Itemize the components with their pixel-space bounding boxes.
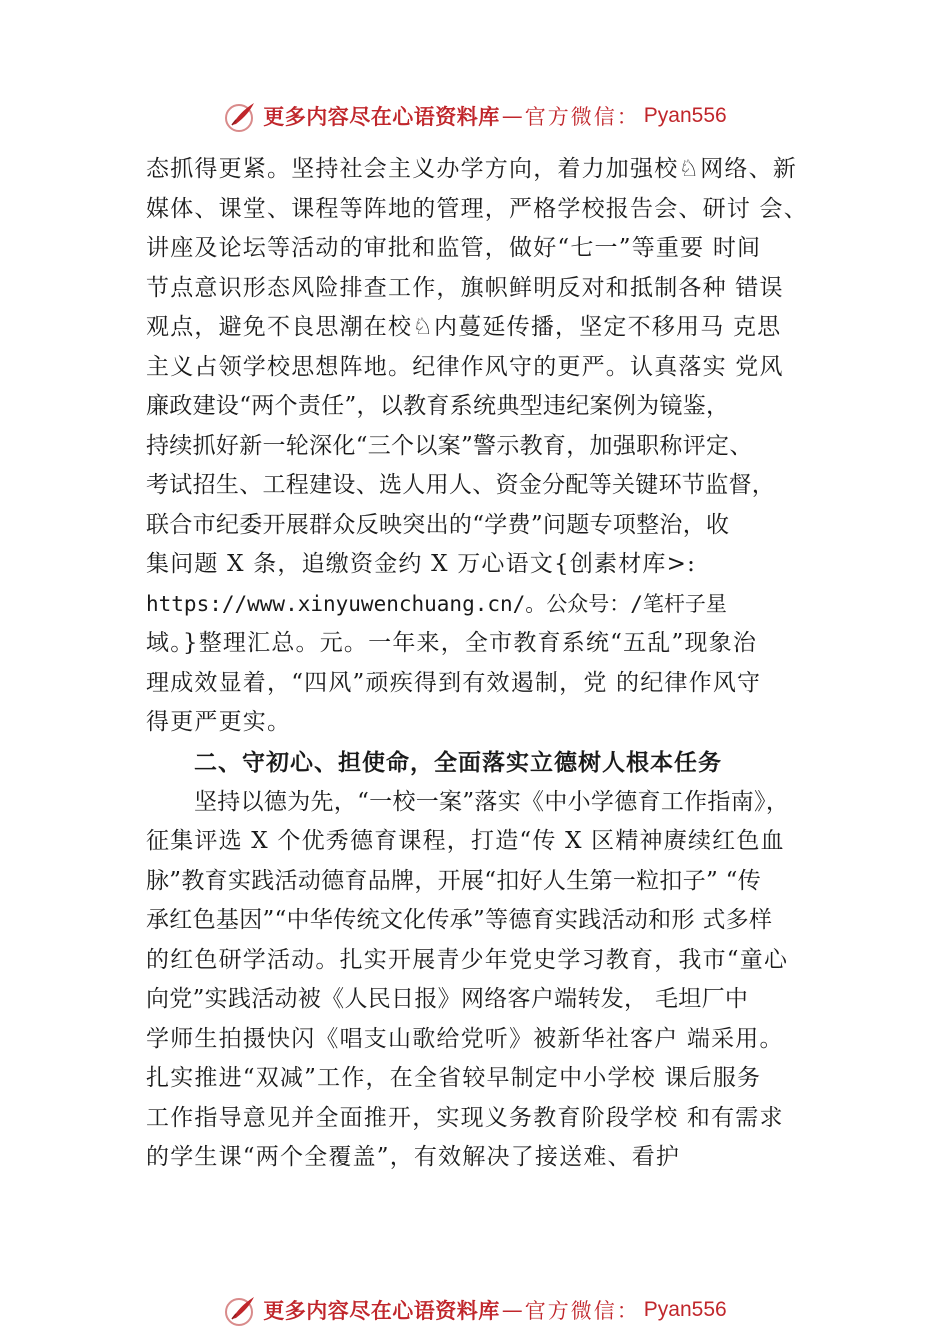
header-official-label: 官方微信： — [524, 105, 640, 129]
text-line: 扎实推进“双减”工作，在全省较早制定中小学校 课后服务 — [146, 1065, 762, 1091]
footer-wechat-id: Pyan556 — [643, 1298, 727, 1321]
header-banner — [0, 96, 950, 136]
text-line: 讲座及论坛等活动的审批和监管，做好“七一”等重要 时间 — [146, 235, 762, 261]
text-line: 脉”教育实践活动德育品牌，开展“扣好人生第一粒扣子” “传 — [146, 867, 762, 894]
text-line: 理成效显着，“四风”顽疾得到有效遏制，党 的纪律作风守 — [146, 669, 762, 696]
text-line: 工作指导意见并全面推开，实现义务教育阶段学校 和有需求 — [146, 1104, 784, 1131]
text-line: 征集评选 X 个优秀德育课程，打造“传 X 区精神赓续红色血 — [146, 828, 785, 854]
paragraph-1 — [146, 150, 846, 743]
quill-logo-icon — [223, 98, 259, 134]
header-wechat-id: Pyan556 — [643, 104, 727, 127]
footer-dash: — — [501, 1298, 523, 1322]
section-heading: 二、守初心、担使命，全面落实立德树人根本任务 — [194, 749, 722, 776]
text-line: 态抓得更紧。坚持社会主义办学方向，着力加强校♘网络、新 — [146, 156, 798, 182]
footer-official-label: 官方微信： — [524, 1299, 640, 1323]
text-line: 向党”实践活动被《人民日报》网络客户端转发， 毛坦厂中 — [146, 986, 749, 1012]
text-line: 得更严更实。 — [146, 709, 292, 735]
text-line: 观点，避免不良思潮在校♘内蔓延传播，坚定不移用马 克思 — [146, 314, 782, 340]
quill-logo-icon — [223, 1292, 259, 1328]
text-line: 持续抓好新一轮深化“三个以案”警示教育，加强职称评定、 — [146, 432, 753, 459]
text-line: 的学生课“两个全覆盖”，有效解决了接送难、看护 — [146, 1144, 681, 1170]
text-line: 域。}整理汇总。元。一年来，全市教育系统“五乱”现象治 — [146, 630, 758, 656]
text-line: 集问题 X 条，追缴资金约 X 万心语文{创素材库>: — [146, 551, 697, 577]
text-line: 考试招生、工程建设、选人用人、资金分配等关键环节监督， — [146, 472, 776, 498]
text-line: 的红色研学活动。扎实开展青少年党史学习教育，我市“童心 — [146, 946, 789, 973]
header-dash: — — [501, 104, 523, 128]
text-line: 主义占领学校思想阵地。纪律作风守的更严。认真落实 党风 — [146, 353, 784, 380]
footer-brand: 更多内容尽在心语资料库 — [263, 1298, 500, 1323]
paragraph-2 — [146, 783, 846, 1178]
text-line: 联合市纪委开展群众反映突出的“学费”问题专项整治，收 — [146, 511, 730, 538]
text-line: 媒体、课堂、课程等阵地的管理，严格学校报告会、研讨 会、 — [146, 195, 808, 222]
text-line-url: https://www.xinyuwenchuang.cn/。公众号：/笔杆子星 — [146, 591, 727, 616]
text-line: 廉政建设“两个责任”，以教育系统典型违纪案例为镜鉴， — [146, 393, 730, 419]
text-line: 学师生拍摄快闪《唱支山歌给党听》被新华社客户 端采用。 — [146, 1025, 784, 1052]
text-line: 承红色基因”“中华传统文化传承”等德育实践活动和形 式多样 — [146, 907, 773, 933]
text-line: 节点意识形态风险排查工作，旗帜鲜明反对和抵制各种 错误 — [146, 274, 784, 301]
footer-banner — [0, 1290, 950, 1330]
header-brand: 更多内容尽在心语资料库 — [263, 104, 500, 129]
document-body — [146, 150, 846, 1178]
text-line: 坚持以德为先，“一校一案”落实《中小学德育工作指南》， — [194, 788, 790, 815]
